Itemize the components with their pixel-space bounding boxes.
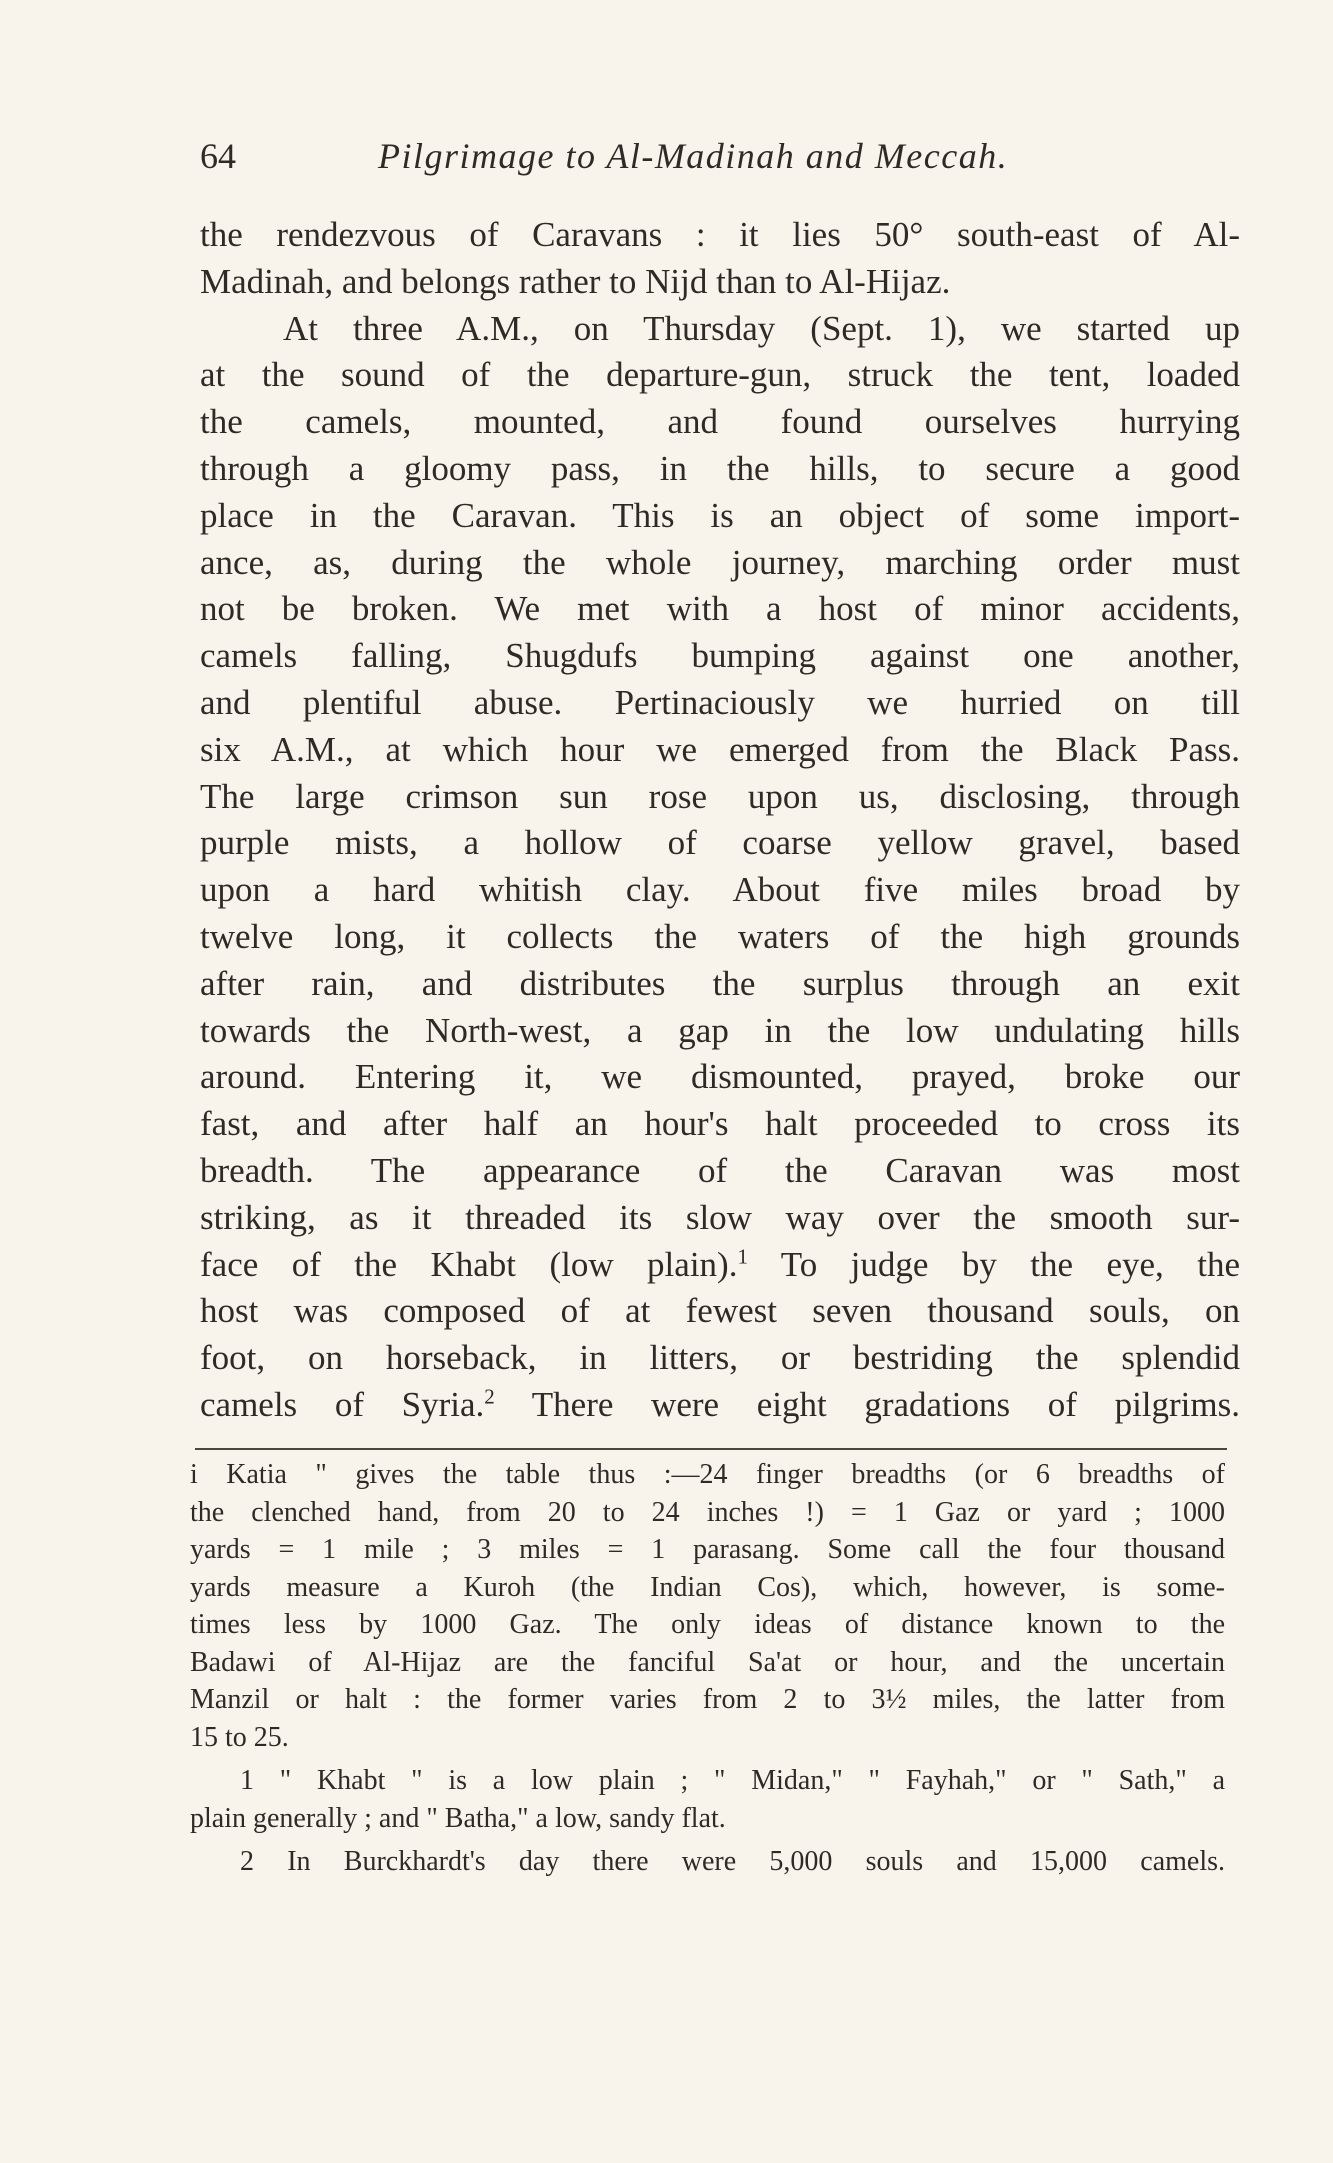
body-line: through a gloomy pass, in the hills, to secure a good [200,448,1240,488]
body-line: The large crimson sun rose upon us, disclosing, through [200,776,1240,816]
footnote-line: Badawi of Al-Hijaz are the fanciful Sa'at or hour, and the uncertain [190,1646,1225,1678]
page-number: 64 [200,136,236,176]
body-line: breadth. The appearance of the Caravan was most [200,1150,1240,1190]
body-line-text: face of the Khabt (low plain). [200,1244,738,1284]
body-line: foot, on horseback, in litters, or bestriding the splendid [200,1338,1240,1378]
body-line: fast, and after half an hour's halt proceeded to cross its [200,1104,1240,1144]
footnote-rule [195,1448,1227,1450]
footnote-line: the clenched hand, from 20 to 24 inches !) = 1 Gaz or yard ; 1000 [190,1496,1225,1528]
body-line: purple mists, a hollow of coarse yellow gravel, based [200,823,1240,863]
body-line-text: To judge by the eye, the [747,1244,1240,1284]
footnote-line: times less by 1000 Gaz. The only ideas of distance known to the [190,1609,1225,1640]
body-line: the rendezvous of Caravans : it lies 50° south-east of Al- [200,215,1240,254]
body-line: not be broken. We met with a host of minor accidents, [200,589,1240,629]
body-line: towards the North-west, a gap in the low undulating hills [200,1010,1240,1050]
footnote-line: 1 " Khabt " is a low plain ; " Midan," " Fayhah," or " Sath," a [240,1765,1225,1796]
body-line: twelve long, it collects the waters of the high grounds [200,916,1240,956]
body-text [200,212,1240,1429]
body-line: six A.M., at which hour we emerged from the Black Pass. [200,729,1240,769]
body-line: place in the Caravan. This is an object of some import- [200,495,1240,535]
body-line: striking, as it threaded its slow way over the smooth sur- [200,1197,1240,1237]
footnote-line: yards measure a Kuroh (the Indian Cos), which, however, is some- [190,1571,1225,1603]
running-title: Pilgrimage to Al-Madinah and Meccah. [378,136,1009,176]
body-line: host was composed of at fewest seven thousand souls, on [200,1291,1240,1331]
body-line-with-footnote-1 [200,1242,1240,1289]
footnote-line: 2 In Burckhardt's day there were 5,000 souls and 15,000 camels. [240,1846,1225,1877]
footnote-line: plain generally ; and " Batha," a low, sandy flat. [190,1802,726,1834]
body-line-with-footnote-2 [200,1382,1240,1429]
body-line: at the sound of the departure-gun, struck the tent, loaded [200,355,1240,395]
body-line: around. Entering it, we dismounted, prayed, broke our [200,1057,1240,1097]
footnote-line: Manzil or halt : the former varies from 2 to 3½ miles, the latter from [190,1684,1225,1715]
body-line-text: There were eight gradations of pilgrims. [494,1384,1240,1424]
footnote-line: i Katia " gives the table thus :—24 finger breadths (or 6 breadths of [190,1459,1225,1490]
footnote-line: yards = 1 mile ; 3 miles = 1 parasang. Some call the four thousand [190,1534,1225,1565]
footnote-line: 15 to 25. [190,1721,289,1753]
body-line: At three A.M., on Thursday (Sept. 1), we started up [283,308,1240,348]
body-line: Madinah, and belongs rather to Nijd than to Al-Hijaz. [200,261,951,301]
footnote-marker-1: 1 [737,1243,748,1268]
body-line-text: camels of Syria. [200,1384,485,1424]
body-line: and plentiful abuse. Pertinaciously we hurried on till [200,682,1240,722]
body-line: camels falling, Shugdufs bumping against one another, [200,636,1240,676]
body-line: ance, as, during the whole journey, marching order must [200,542,1240,582]
footnotes [190,1456,1225,1881]
body-line: upon a hard whitish clay. About five miles broad by [200,870,1240,910]
body-line: the camels, mounted, and found ourselves hurrying [200,402,1240,442]
body-line: after rain, and distributes the surplus through an exit [200,963,1240,1003]
footnote-marker-2: 2 [484,1384,495,1409]
